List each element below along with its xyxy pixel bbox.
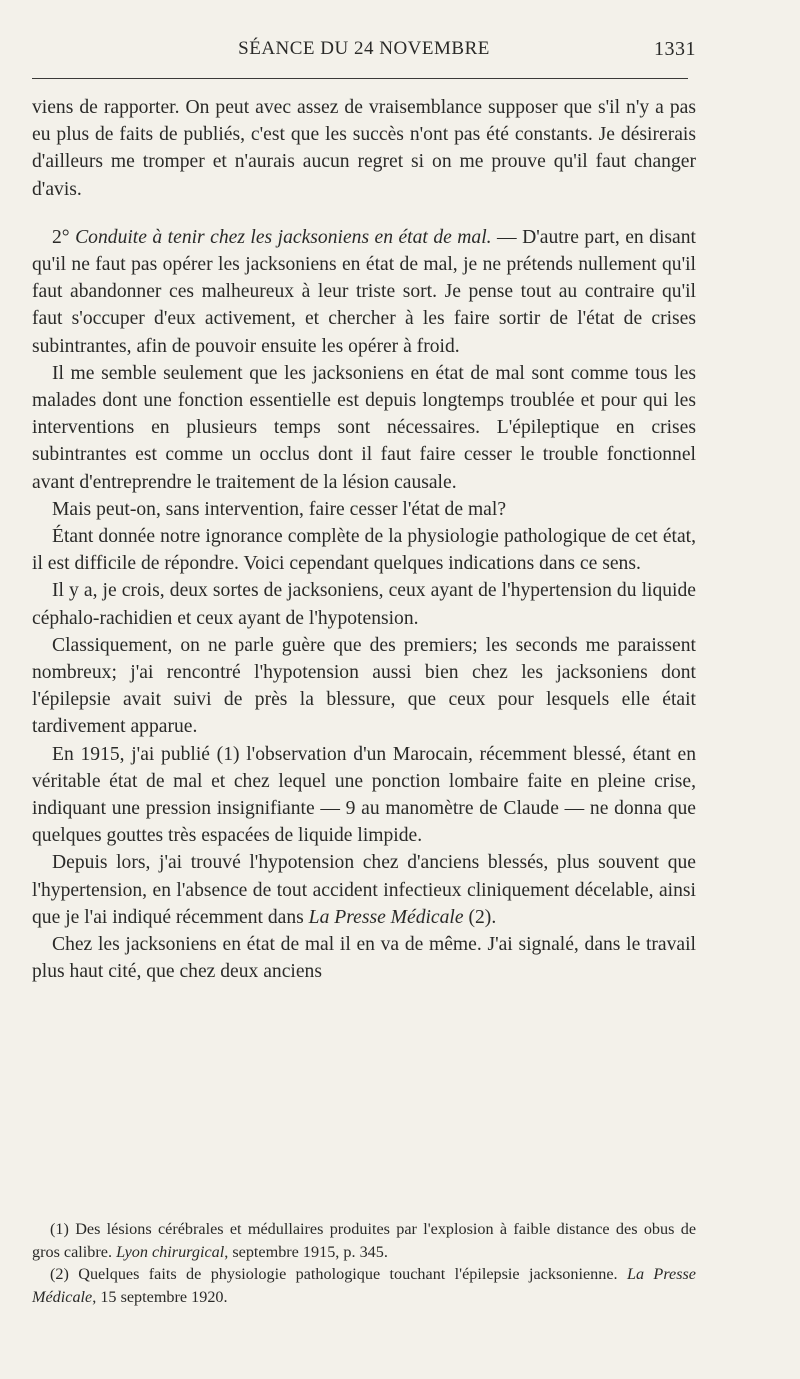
footnote-1-text-b: , septembre 1915, p. 345. xyxy=(224,1242,388,1261)
footnote-2-journal: La Presse Médicale xyxy=(32,1265,696,1306)
footnote-1 xyxy=(32,1218,696,1263)
running-title: SÉANCE DU 24 NOVEMBRE xyxy=(238,38,490,59)
paragraph-9 xyxy=(32,849,696,931)
footnotes xyxy=(32,1218,696,1308)
section-heading: Conduite à tenir chez les jacksoniens en état de mal. xyxy=(75,226,492,248)
paragraph-4: Mais peut-on, sans intervention, faire cesser l'état de mal? xyxy=(52,498,507,520)
paragraph-6: Il y a, je crois, deux sortes de jacksoniens, ceux ayant de l'hypertension du liquide céphalo-rachidien et ceux ayant de l'hypotension. xyxy=(32,580,696,629)
paragraph-3: Il me semble seulement que les jacksoniens en état de mal sont comme tous les malades dont une fonction essentielle est depuis longtemps troublée et pour qui les interventions en plusieurs temps sont nécessaires. L'épileptique en crises subintrantes est comme un occlus dont il faut faire cesser le trouble fonctionnel avant d'entreprendre le traitement de la lésion causale. xyxy=(32,362,696,493)
page-header xyxy=(32,34,696,68)
paragraph-10: Chez les jacksoniens en état de mal il en va de même. J'ai signalé, dans le travail plus haut cité, que chez deux anciens xyxy=(32,934,696,983)
journal-title: La Presse Médicale xyxy=(308,906,464,928)
footnote-2-text-b: , 15 septembre 1920. xyxy=(92,1287,228,1306)
paragraph-8: En 1915, j'ai publié (1) l'observation d'un Marocain, récemment blessé, étant en véritable état de mal et chez lequel une ponction lombaire faite en pleine crise, indiquant une pression insignifiante — 9 au manomètre de Claude — ne donna que quelques gouttes très espacées de liquide limpide. xyxy=(32,743,696,847)
header-rule xyxy=(32,78,688,79)
paragraph-9-text-a: Depuis lors, j'ai trouvé l'hypotension chez d'anciens blessés, plus souvent que l'hypertension, en l'absence de tout accident infectieux cliniquement décelable, ainsi que je l'ai indiqué récemment dans xyxy=(32,852,696,928)
page-number: 1331 xyxy=(654,38,696,60)
footnote-2-text-a: (2) Quelques faits de physiologie pathologique touchant l'épilepsie jacksonienne. xyxy=(50,1265,627,1283)
paragraph-1: viens de rapporter. On peut avec assez de vraisemblance supposer que s'il n'y a pas eu plus de faits de publiés, c'est que les succès n'ont pas été constants. Je désirerais d'ailleurs me tromper et n'aurais aucun regret si on me prouve qu'il faut changer d'avis. xyxy=(32,97,696,200)
paragraph-5: Étant donnée notre ignorance complète de la physiologie pathologique de cet état, il est difficile de répondre. Voici cependant quelques indications dans ce sens. xyxy=(32,526,696,575)
footnote-1-journal: Lyon chirurgical xyxy=(116,1242,225,1261)
section-number: 2° xyxy=(52,226,70,248)
paragraph-2-text: — D'autre part, en disant qu'il ne faut pas opérer les jacksoniens en état de mal, je ne prétends nullement qu'il faut abandonner ces malheureux à leur triste sort. Je pense tout au contraire qu'il faut s'occuper d'eux activement, et chercher à les faire sortir de l'état de crises subintrantes, afin de pouvoir ensuite les opérer à froid. xyxy=(32,226,696,357)
paragraph-7: Classiquement, on ne parle guère que des premiers; les seconds me paraissent nombreux; j'ai rencontré l'hypotension aussi bien chez les jacksoniens dont l'épilepsie avait suivi de près la blessure, que ceux pour lesquels elle était tardivement apparue. xyxy=(32,634,696,738)
paragraph-9-text-b: (2). xyxy=(463,906,497,928)
body-text xyxy=(32,94,696,986)
paragraph-2 xyxy=(32,224,696,360)
footnote-1-text-a: (1) Des lésions cérébrales et médullaires produites par l'explosion à faible distance des obus de gros calibre. xyxy=(32,1220,696,1261)
footnote-2 xyxy=(32,1263,696,1308)
